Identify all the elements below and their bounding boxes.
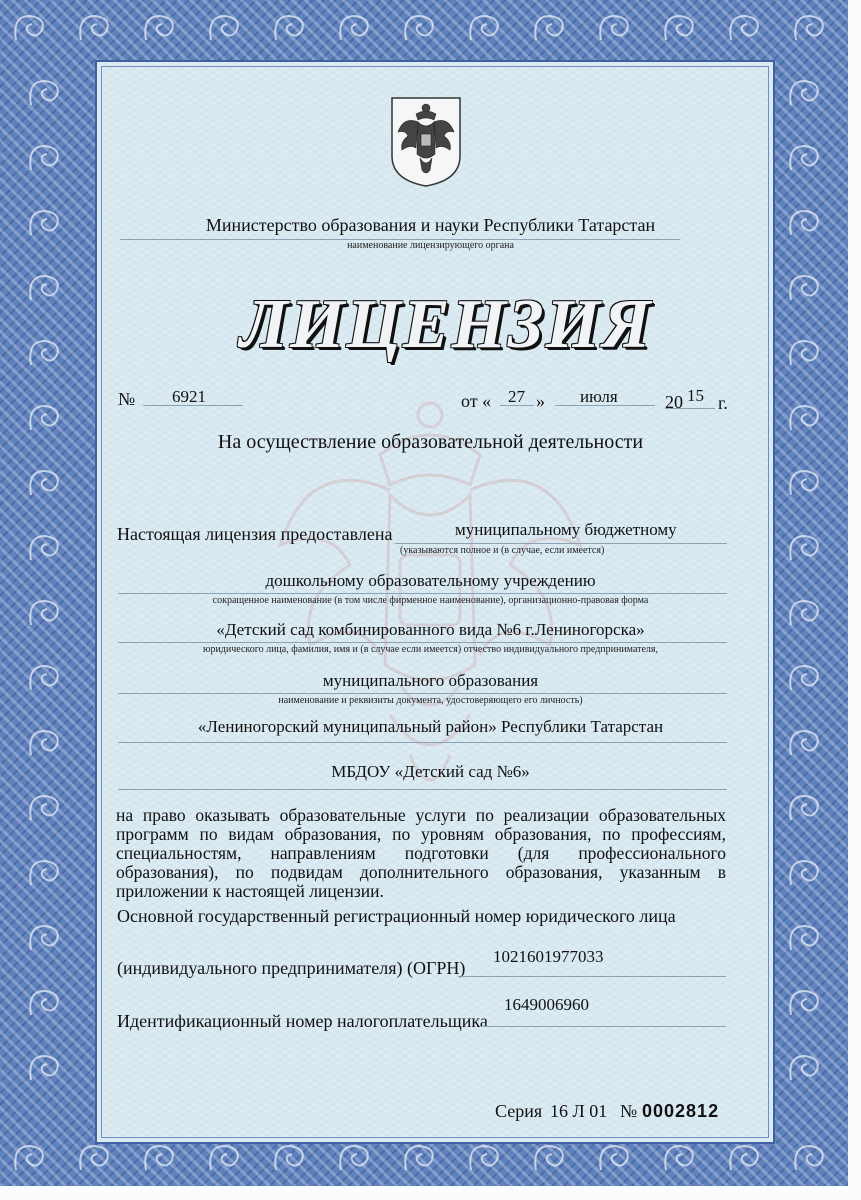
ministry-name: Министерство образования и науки Республики Татарстан — [205, 215, 656, 235]
granted-line-3: «Детский сад комбинированного вида №6 г.Лениногорска» — [216, 620, 645, 639]
scroll-ornament — [210, 16, 238, 40]
scroll-ornament — [535, 16, 563, 40]
scroll-ornament — [340, 1146, 368, 1170]
scroll-ornament — [790, 406, 818, 430]
scroll-ornament — [790, 666, 818, 690]
granted-line-4: муниципального образования — [322, 671, 539, 690]
scroll-ornament — [15, 1146, 43, 1170]
scroll-ornament — [795, 16, 823, 40]
ogrn-value: 1021601977033 — [493, 947, 604, 966]
granted-underline-1 — [395, 543, 727, 544]
scroll-ornament — [790, 536, 818, 560]
granted-underline-6 — [118, 789, 727, 790]
scroll-ornament — [790, 991, 818, 1015]
scroll-ornament — [790, 926, 818, 950]
scroll-ornament — [210, 1146, 238, 1170]
scroll-ornament — [405, 1146, 433, 1170]
scroll-ornament — [80, 1146, 108, 1170]
scroll-ornament — [795, 1146, 823, 1170]
ogrn-label-line-2: (индивидуального предпринимателя) (ОГРН) — [117, 958, 466, 978]
granted-line-6: МБДОУ «Детский сад №6» — [331, 762, 530, 781]
scroll-ornament — [80, 16, 108, 40]
date-from-label: от « — [461, 391, 492, 411]
scroll-ornament — [790, 796, 818, 820]
scroll-ornament — [535, 1146, 563, 1170]
date-month: июля — [580, 387, 618, 406]
serial-number: 0002812 — [642, 1101, 720, 1121]
scroll-ornament — [15, 16, 43, 40]
coat-of-arms-icon — [390, 96, 462, 188]
scroll-ornament — [470, 1146, 498, 1170]
scroll-ornament — [790, 276, 818, 300]
scroll-ornament — [30, 211, 58, 235]
scroll-ornament — [30, 1056, 58, 1080]
caption-1: (указываются полное и (в случае, если имеется) — [400, 545, 605, 556]
date-day-underline — [500, 405, 534, 406]
scroll-ornament — [730, 16, 758, 40]
scroll-ornament — [30, 601, 58, 625]
ogrn-label-line-1: Основной государственный регистрационный номер юридического лица — [117, 906, 676, 926]
scroll-ornament — [790, 1056, 818, 1080]
date-year-suffix: 15 — [687, 386, 704, 405]
scroll-ornament — [145, 1146, 173, 1170]
scroll-ornament — [30, 991, 58, 1015]
scroll-ornament — [30, 341, 58, 365]
scroll-ornament — [600, 1146, 628, 1170]
scroll-ornament — [405, 16, 433, 40]
scroll-ornament — [30, 796, 58, 820]
granted-line-2: дошкольному образовательному учреждению — [265, 571, 596, 590]
scroll-ornament — [790, 601, 818, 625]
license-purpose: На осуществление образовательной деятельности — [217, 431, 644, 453]
date-year-underline — [665, 408, 715, 409]
scroll-ornament — [275, 16, 303, 40]
license-number: 6921 — [172, 387, 206, 406]
date-day: 27 — [508, 387, 525, 406]
scroll-ornament — [790, 146, 818, 170]
scroll-ornament — [790, 81, 818, 105]
date-year-prefix: 20 — [665, 392, 683, 412]
ministry-caption: наименование лицензирующего органа — [347, 240, 514, 251]
scroll-ornament — [340, 16, 368, 40]
scroll-ornament — [790, 211, 818, 235]
inn-value: 1649006960 — [504, 995, 589, 1014]
number-label: № — [118, 389, 136, 409]
scroll-ornament — [145, 16, 173, 40]
date-year-label: г. — [718, 393, 728, 413]
granted-underline-5 — [118, 742, 727, 743]
caption-2: сокращенное наименование (в том числе фирменное наименование), организационно-правовая форма — [212, 595, 649, 606]
granted-label: Настоящая лицензия предоставлена — [117, 524, 393, 544]
granted-underline-4 — [118, 693, 727, 694]
scroll-ornament — [790, 861, 818, 885]
scroll-ornament — [790, 341, 818, 365]
caption-3: юридического лица, фамилия, имя и (в случае если имеется) отчество индивидуального предпринимателя, — [202, 644, 659, 655]
ogrn-underline — [458, 976, 726, 977]
scroll-ornament — [30, 926, 58, 950]
series-label: Серия — [495, 1101, 543, 1121]
granted-line-5: «Лениногорский муниципальный район» Республики Татарстан — [197, 717, 664, 736]
scroll-ornament — [790, 731, 818, 755]
rights-paragraph: на право оказывать образовательные услуги по реализации образовательных программ по видам образования, по уровням образования, по профессиям, специальностям, направлениям подготовки (для профессионального образования), по подвидам дополнительного образования, указанным в приложении к настоящей лицензии. — [116, 805, 726, 901]
scroll-ornament — [275, 1146, 303, 1170]
scroll-ornament — [665, 16, 693, 40]
serial-number-label: № — [620, 1101, 638, 1121]
scroll-ornament — [665, 1146, 693, 1170]
granted-underline-3 — [118, 642, 727, 643]
scroll-ornament — [30, 861, 58, 885]
scroll-ornament — [30, 276, 58, 300]
number-underline — [143, 405, 243, 406]
date-month-underline — [555, 405, 655, 406]
scroll-ornament — [470, 16, 498, 40]
scroll-ornament — [790, 471, 818, 495]
series-value: 16 Л 01 — [550, 1101, 608, 1121]
scroll-ornament — [30, 471, 58, 495]
scroll-ornament — [30, 731, 58, 755]
scroll-ornament — [30, 406, 58, 430]
scroll-ornament — [30, 666, 58, 690]
scroll-ornament — [600, 16, 628, 40]
document-title: ЛИЦЕНЗИЯ — [240, 286, 653, 363]
scroll-ornament — [30, 536, 58, 560]
granted-underline-2 — [118, 593, 727, 594]
date-close-quote: » — [536, 391, 545, 411]
caption-4: наименование и реквизиты документа, удостоверяющего его личность) — [278, 695, 583, 706]
inn-label: Идентификационный номер налогоплательщика — [117, 1011, 488, 1031]
scroll-ornament — [30, 146, 58, 170]
granted-line-1: муниципальному бюджетному — [455, 520, 677, 539]
scroll-ornament — [30, 81, 58, 105]
scroll-ornament — [730, 1146, 758, 1170]
inn-underline — [480, 1026, 726, 1027]
